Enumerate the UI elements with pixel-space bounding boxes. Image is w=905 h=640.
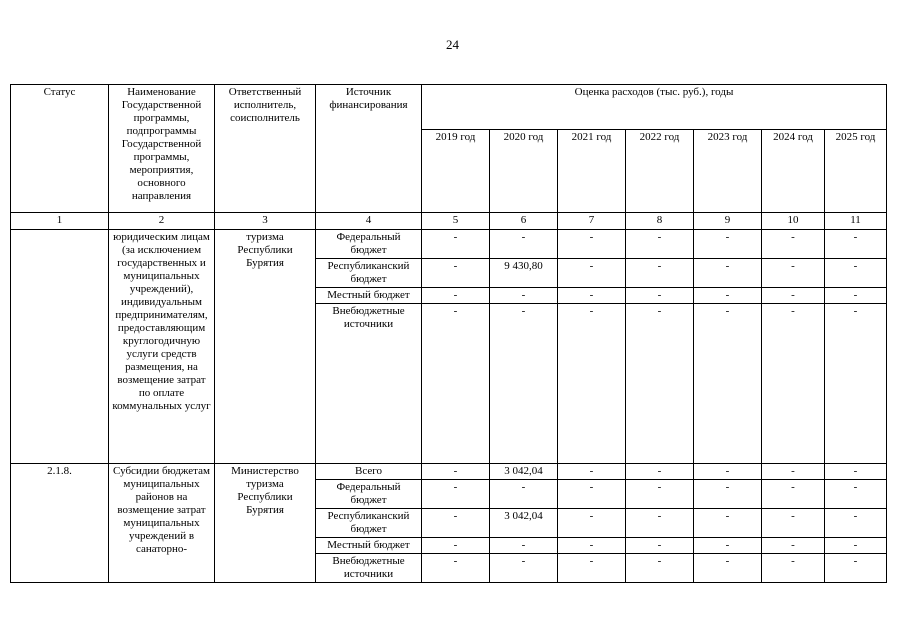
- value-cell: -: [626, 259, 694, 288]
- value-cell: -: [626, 538, 694, 554]
- value-cell: -: [694, 464, 762, 480]
- value-cell: -: [558, 288, 626, 304]
- value-cell: -: [558, 509, 626, 538]
- value-cell: 3 042,04: [490, 509, 558, 538]
- value-cell: -: [762, 538, 825, 554]
- column-number: 6: [490, 213, 558, 230]
- executor-cell: Министерство туризма Республики Бурятия: [215, 464, 316, 583]
- column-number: 8: [626, 213, 694, 230]
- column-number: 11: [825, 213, 887, 230]
- value-cell: -: [762, 259, 825, 288]
- header-source: Источник финансирования: [316, 85, 422, 213]
- value-cell: -: [694, 538, 762, 554]
- value-cell: -: [762, 509, 825, 538]
- header-year: 2019 год: [422, 130, 490, 213]
- header-expenses: Оценка расходов (тыс. руб.), годы: [422, 85, 887, 130]
- value-cell: -: [490, 554, 558, 583]
- value-cell: -: [762, 304, 825, 464]
- value-cell: -: [558, 230, 626, 259]
- value-cell: -: [422, 464, 490, 480]
- header-row: [11, 85, 887, 130]
- name-cell: юридическим лицам (за исключением государственных и муниципальных учреждений), индивидуальным предпринимателям, предоставляющим круглогодичную услуги средств размещения, на возмещение затрат по оплате коммунальных услуг: [109, 230, 215, 464]
- value-cell: 3 042,04: [490, 464, 558, 480]
- value-cell: -: [762, 480, 825, 509]
- value-cell: -: [558, 304, 626, 464]
- value-cell: -: [825, 230, 887, 259]
- value-cell: -: [558, 480, 626, 509]
- value-cell: -: [558, 538, 626, 554]
- value-cell: -: [626, 464, 694, 480]
- value-cell: -: [694, 304, 762, 464]
- value-cell: -: [422, 509, 490, 538]
- value-cell: -: [422, 259, 490, 288]
- value-cell: -: [558, 464, 626, 480]
- value-cell: -: [762, 554, 825, 583]
- column-number: 4: [316, 213, 422, 230]
- value-cell: -: [626, 304, 694, 464]
- value-cell: -: [490, 480, 558, 509]
- header-year: 2024 год: [762, 130, 825, 213]
- column-number: 7: [558, 213, 626, 230]
- value-cell: -: [490, 304, 558, 464]
- column-number: 5: [422, 213, 490, 230]
- value-cell: -: [694, 288, 762, 304]
- value-cell: -: [490, 288, 558, 304]
- column-number-row: [11, 213, 887, 230]
- value-cell: -: [825, 480, 887, 509]
- header-year: 2023 год: [694, 130, 762, 213]
- value-cell: -: [422, 288, 490, 304]
- value-cell: -: [762, 288, 825, 304]
- header-status: Статус: [11, 85, 109, 213]
- value-cell: -: [626, 480, 694, 509]
- value-cell: -: [762, 464, 825, 480]
- executor-cell: туризма Республики Бурятия: [215, 230, 316, 464]
- source-cell: Местный бюджет: [316, 288, 422, 304]
- value-cell: -: [825, 538, 887, 554]
- value-cell: -: [825, 509, 887, 538]
- status-cell: [11, 230, 109, 464]
- column-number: 3: [215, 213, 316, 230]
- value-cell: -: [825, 288, 887, 304]
- value-cell: -: [558, 259, 626, 288]
- value-cell: -: [825, 304, 887, 464]
- expenses-table: [10, 84, 887, 583]
- source-cell: Местный бюджет: [316, 538, 422, 554]
- value-cell: -: [490, 538, 558, 554]
- value-cell: -: [694, 554, 762, 583]
- value-cell: -: [825, 259, 887, 288]
- header-year: 2021 год: [558, 130, 626, 213]
- value-cell: -: [762, 230, 825, 259]
- status-cell: 2.1.8.: [11, 464, 109, 583]
- value-cell: -: [694, 230, 762, 259]
- value-cell: -: [490, 230, 558, 259]
- column-number: 1: [11, 213, 109, 230]
- value-cell: -: [825, 554, 887, 583]
- page-number: 24: [446, 37, 459, 52]
- value-cell: -: [422, 230, 490, 259]
- table-body: [11, 85, 887, 583]
- name-cell: Субсидии бюджетам муниципальных районов на возмещение затрат муниципальных учреждений в санаторно-: [109, 464, 215, 583]
- value-cell: -: [626, 554, 694, 583]
- source-cell: Республиканский бюджет: [316, 259, 422, 288]
- value-cell: -: [558, 554, 626, 583]
- value-cell: -: [626, 230, 694, 259]
- value-cell: -: [422, 304, 490, 464]
- source-cell: Федеральный бюджет: [316, 480, 422, 509]
- source-cell: Всего: [316, 464, 422, 480]
- source-cell: Федеральный бюджет: [316, 230, 422, 259]
- value-cell: 9 430,80: [490, 259, 558, 288]
- value-cell: -: [825, 464, 887, 480]
- value-cell: -: [694, 480, 762, 509]
- source-cell: Республиканский бюджет: [316, 509, 422, 538]
- value-cell: -: [626, 509, 694, 538]
- column-number: 2: [109, 213, 215, 230]
- value-cell: -: [626, 288, 694, 304]
- value-cell: -: [694, 509, 762, 538]
- table-row: [11, 230, 887, 259]
- header-name: Наименование Государственной программы, подпрограммы Государственной программы, мероприятия, основного направления: [109, 85, 215, 213]
- value-cell: -: [422, 554, 490, 583]
- value-cell: -: [422, 480, 490, 509]
- source-cell: Внебюджетные источники: [316, 304, 422, 464]
- column-number: 10: [762, 213, 825, 230]
- column-number: 9: [694, 213, 762, 230]
- source-cell: Внебюджетные источники: [316, 554, 422, 583]
- header-year: 2020 год: [490, 130, 558, 213]
- header-year: 2022 год: [626, 130, 694, 213]
- table-row: [11, 464, 887, 480]
- value-cell: -: [422, 538, 490, 554]
- header-year: 2025 год: [825, 130, 887, 213]
- header-executor: Ответственный исполнитель, соисполнитель: [215, 85, 316, 213]
- value-cell: -: [694, 259, 762, 288]
